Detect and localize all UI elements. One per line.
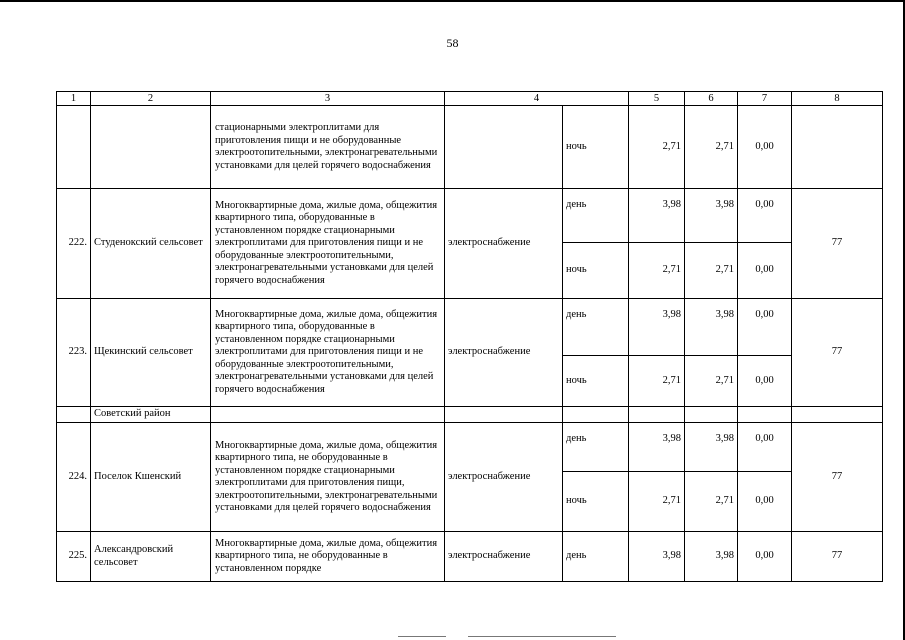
value-col5: 3,98	[629, 532, 685, 582]
service-type: электроснабжение	[445, 189, 563, 299]
section-row	[57, 407, 883, 423]
table-row	[57, 189, 883, 243]
value-col5: 3,98	[629, 189, 685, 243]
section-title: Советский район	[91, 407, 211, 423]
header-col-4: 4	[445, 92, 629, 106]
row-number: 222.	[57, 189, 91, 299]
row-number: 224.	[57, 423, 91, 532]
period-cell: день	[563, 423, 629, 472]
value-col6: 2,71	[685, 356, 738, 407]
service-type: электроснабжение	[445, 423, 563, 532]
value-col7: 0,00	[738, 472, 792, 532]
consumer-description: стационарными электроплитами для приготовления пищи и не оборудованные электроотопительными, электронагревательными установками для целей горячего водоснабжения	[211, 106, 445, 189]
period-cell: ночь	[563, 472, 629, 532]
table-row	[57, 532, 883, 582]
period-cell: день	[563, 189, 629, 243]
consumer-description: Многоквартирные дома, жилые дома, общежития квартирного типа, оборудованные в установленном порядке стационарными электроплитами для приготовления пищи и не оборудованные электроотопительными, электронагревательными установками для целей горячего водоснабжения	[211, 189, 445, 299]
consumer-description: Многоквартирные дома, жилые дома, общежития квартирного типа, не оборудованные в установленном порядке стационарными электроплитами для приготовления пищи, электроотопительными, электронагревательными установками для целей горячего водоснабжения	[211, 423, 445, 532]
service-type: электроснабжение	[445, 299, 563, 407]
value-col5: 3,98	[629, 423, 685, 472]
header-col-5: 5	[629, 92, 685, 106]
header-col-6: 6	[685, 92, 738, 106]
settlement-name: Студенокский сельсовет	[91, 189, 211, 299]
value-col6: 3,98	[685, 299, 738, 356]
value-col7: 0,00	[738, 423, 792, 472]
value-col6: 3,98	[685, 189, 738, 243]
value-col7: 0,00	[738, 106, 792, 189]
value-col5: 2,71	[629, 106, 685, 189]
value-col5: 3,98	[629, 299, 685, 356]
value-col7: 0,00	[738, 299, 792, 356]
footer-scan-mark	[398, 636, 446, 637]
period-cell: ночь	[563, 106, 629, 189]
row-number: 223.	[57, 299, 91, 407]
value-col8: 77	[792, 299, 883, 407]
value-col8: 77	[792, 532, 883, 582]
page-number: 58	[446, 36, 459, 50]
value-col6: 2,71	[685, 472, 738, 532]
header-col-2: 2	[91, 92, 211, 106]
header-row	[57, 92, 883, 106]
value-col8: 77	[792, 423, 883, 532]
value-col5: 2,71	[629, 472, 685, 532]
value-col7: 0,00	[738, 356, 792, 407]
period-cell: ночь	[563, 356, 629, 407]
footer-scan-mark	[468, 636, 616, 637]
header-col-3: 3	[211, 92, 445, 106]
consumer-description: Многоквартирные дома, жилые дома, общежития квартирного типа, не оборудованные в установленном порядке	[211, 532, 445, 582]
value-col5: 2,71	[629, 356, 685, 407]
period-cell: день	[563, 299, 629, 356]
value-col6: 3,98	[685, 532, 738, 582]
period-cell: день	[563, 532, 629, 582]
tariff-table	[56, 91, 883, 582]
period-cell: ночь	[563, 243, 629, 299]
frame-top-border	[0, 0, 905, 2]
table-row	[57, 106, 883, 189]
consumer-description: Многоквартирные дома, жилые дома, общежития квартирного типа, оборудованные в установленном порядке стационарными электроплитами для приготовления пищи и не оборудованные электроотопительными, электронагревательными установками для целей горячего водоснабжения	[211, 299, 445, 407]
settlement-name: Щекинский сельсовет	[91, 299, 211, 407]
value-col7: 0,00	[738, 189, 792, 243]
settlement-name: Поселок Кшенский	[91, 423, 211, 532]
value-col8: 77	[792, 189, 883, 299]
header-col-7: 7	[738, 92, 792, 106]
value-col6: 2,71	[685, 243, 738, 299]
value-col7: 0,00	[738, 532, 792, 582]
row-number: 225.	[57, 532, 91, 582]
table-row	[57, 299, 883, 356]
value-col6: 3,98	[685, 423, 738, 472]
value-col5: 2,71	[629, 243, 685, 299]
service-type: электроснабжение	[445, 532, 563, 582]
value-col7: 0,00	[738, 243, 792, 299]
value-col6: 2,71	[685, 106, 738, 189]
header-col-1: 1	[57, 92, 91, 106]
header-col-8: 8	[792, 92, 883, 106]
table-row	[57, 423, 883, 472]
settlement-name: Александровский сельсовет	[91, 532, 211, 582]
